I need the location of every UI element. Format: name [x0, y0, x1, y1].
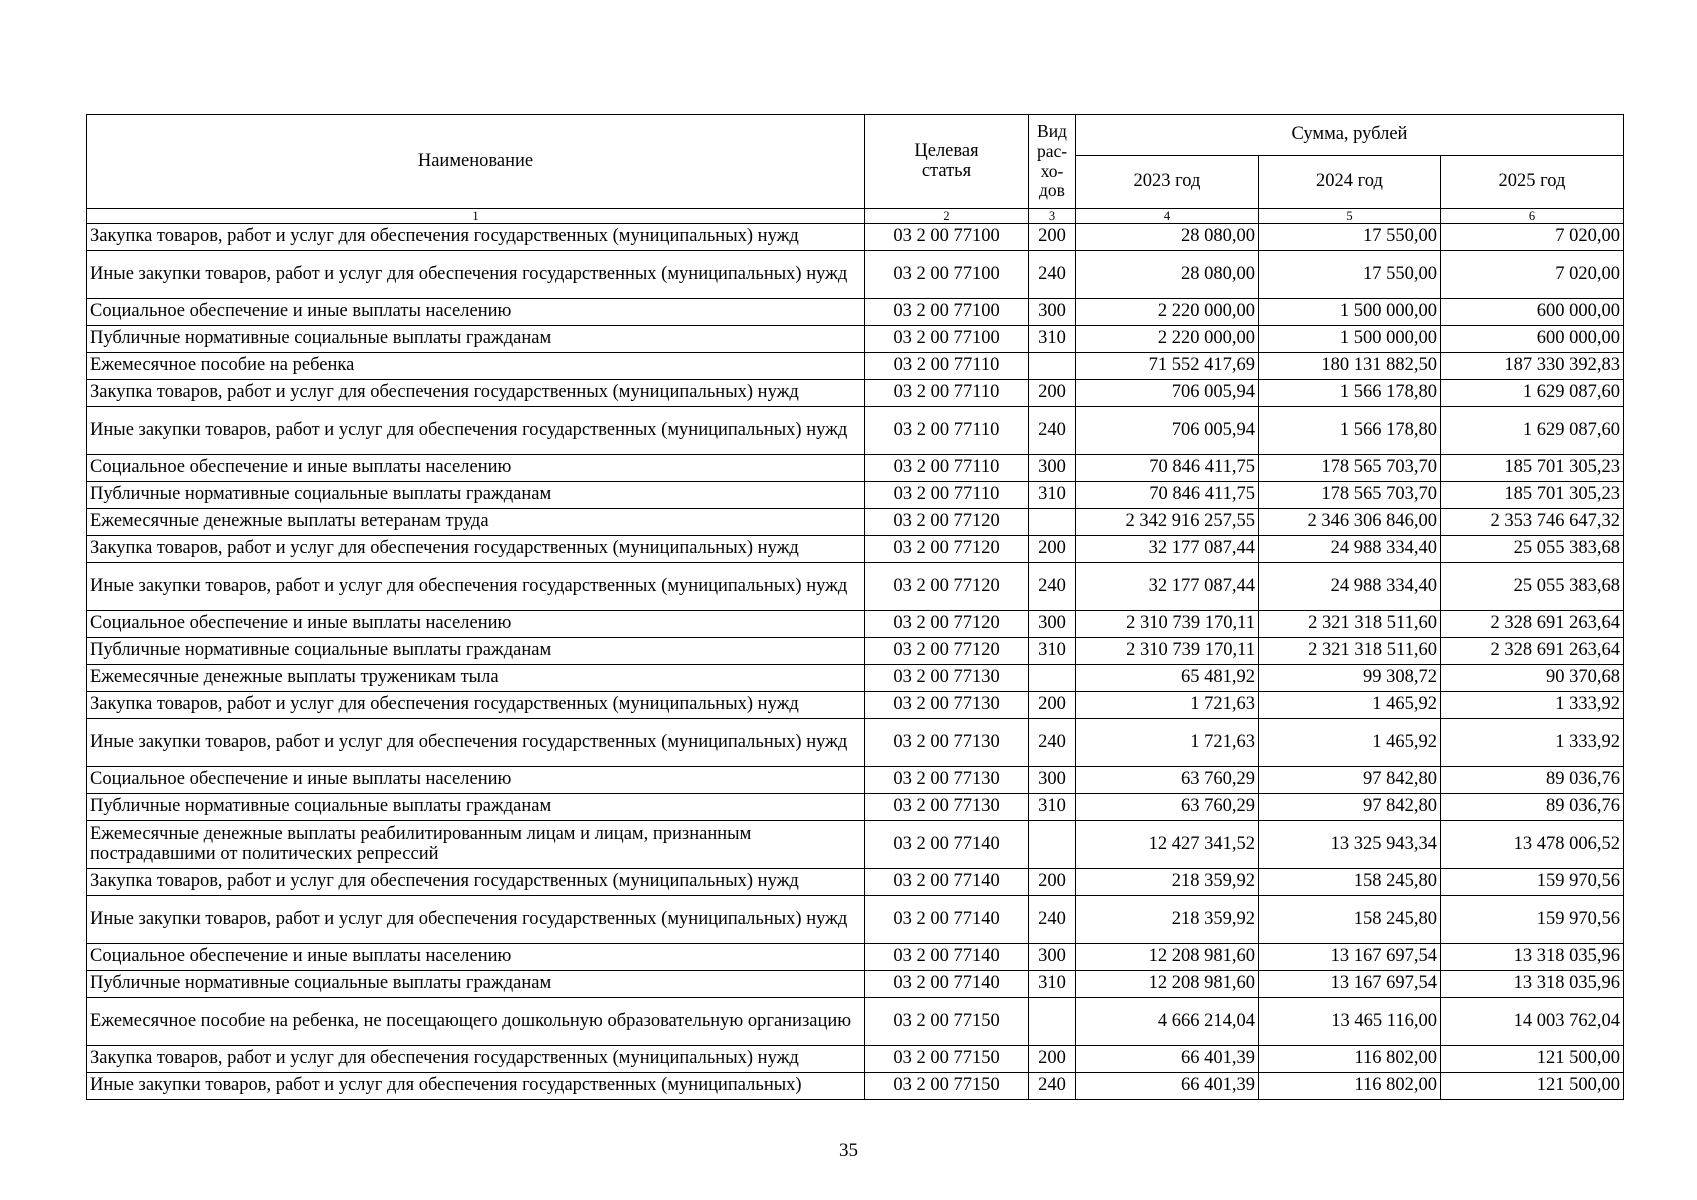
row-amount-2024: 116 802,00: [1259, 1073, 1441, 1100]
row-target-article: 03 2 00 77130: [865, 692, 1029, 719]
row-amount-2024: 2 321 318 511,60: [1259, 638, 1441, 665]
row-amount-2024: 1 566 178,80: [1259, 407, 1441, 455]
table-header: [87, 115, 1624, 209]
row-expense-kind: [1029, 998, 1076, 1046]
row-amount-2025: 1 629 087,60: [1441, 407, 1624, 455]
row-target-article: 03 2 00 77130: [865, 665, 1029, 692]
table-row: [87, 971, 1624, 998]
row-amount-2024: 97 842,80: [1259, 794, 1441, 821]
column-number: 4: [1076, 209, 1259, 224]
row-amount-2024: 17 550,00: [1259, 224, 1441, 251]
row-target-article: 03 2 00 77140: [865, 944, 1029, 971]
row-amount-2023: 71 552 417,69: [1076, 353, 1259, 380]
row-target-article: 03 2 00 77120: [865, 536, 1029, 563]
header-year-2024: 2024 год: [1259, 156, 1441, 209]
row-name: Иные закупки товаров, работ и услуг для обеспечения государственных (муниципальных): [87, 1073, 865, 1100]
row-amount-2025: 159 970,56: [1441, 869, 1624, 896]
row-name: Ежемесячное пособие на ребенка: [87, 353, 865, 380]
row-name: Публичные нормативные социальные выплаты гражданам: [87, 326, 865, 353]
row-expense-kind: [1029, 509, 1076, 536]
row-target-article: 03 2 00 77140: [865, 896, 1029, 944]
row-amount-2024: 1 500 000,00: [1259, 326, 1441, 353]
table-row: [87, 794, 1624, 821]
row-name: Закупка товаров, работ и услуг для обеспечения государственных (муниципальных) нужд: [87, 536, 865, 563]
row-amount-2024: 158 245,80: [1259, 869, 1441, 896]
table-body: [87, 209, 1624, 1100]
row-amount-2023: 2 310 739 170,11: [1076, 638, 1259, 665]
row-name: Публичные нормативные социальные выплаты гражданам: [87, 482, 865, 509]
row-amount-2023: 2 310 739 170,11: [1076, 611, 1259, 638]
row-amount-2023: 1 721,63: [1076, 719, 1259, 767]
row-amount-2025: 1 629 087,60: [1441, 380, 1624, 407]
row-amount-2024: 2 321 318 511,60: [1259, 611, 1441, 638]
table-row: [87, 407, 1624, 455]
table-row: [87, 251, 1624, 299]
row-expense-kind: 300: [1029, 611, 1076, 638]
table-row: [87, 944, 1624, 971]
row-expense-kind: 200: [1029, 692, 1076, 719]
row-name: Ежемесячные денежные выплаты ветеранам труда: [87, 509, 865, 536]
row-amount-2024: 180 131 882,50: [1259, 353, 1441, 380]
row-target-article: 03 2 00 77100: [865, 251, 1029, 299]
row-amount-2025: 1 333,92: [1441, 692, 1624, 719]
row-expense-kind: 200: [1029, 869, 1076, 896]
row-name: Закупка товаров, работ и услуг для обеспечения государственных (муниципальных) нужд: [87, 692, 865, 719]
table-row: [87, 665, 1624, 692]
row-amount-2025: 7 020,00: [1441, 224, 1624, 251]
table-row: [87, 638, 1624, 665]
row-name: Публичные нормативные социальные выплаты гражданам: [87, 794, 865, 821]
row-target-article: 03 2 00 77140: [865, 971, 1029, 998]
row-target-article: 03 2 00 77150: [865, 1046, 1029, 1073]
row-target-article: 03 2 00 77130: [865, 767, 1029, 794]
row-amount-2023: 70 846 411,75: [1076, 455, 1259, 482]
table-row: [87, 1046, 1624, 1073]
table-row: [87, 353, 1624, 380]
row-amount-2023: 2 220 000,00: [1076, 299, 1259, 326]
row-name: Иные закупки товаров, работ и услуг для обеспечения государственных (муниципальных) нужд: [87, 563, 865, 611]
row-amount-2024: 178 565 703,70: [1259, 455, 1441, 482]
table-row: [87, 998, 1624, 1046]
row-amount-2025: 13 318 035,96: [1441, 971, 1624, 998]
row-target-article: 03 2 00 77140: [865, 869, 1029, 896]
row-expense-kind: 240: [1029, 563, 1076, 611]
row-expense-kind: 300: [1029, 767, 1076, 794]
table-row: [87, 611, 1624, 638]
table-row: [87, 719, 1624, 767]
row-target-article: 03 2 00 77120: [865, 638, 1029, 665]
row-amount-2025: 13 478 006,52: [1441, 821, 1624, 869]
row-name: Иные закупки товаров, работ и услуг для обеспечения государственных (муниципальных) нужд: [87, 896, 865, 944]
row-target-article: 03 2 00 77100: [865, 299, 1029, 326]
row-amount-2023: 4 666 214,04: [1076, 998, 1259, 1046]
row-amount-2025: 187 330 392,83: [1441, 353, 1624, 380]
row-amount-2023: 2 220 000,00: [1076, 326, 1259, 353]
row-amount-2023: 65 481,92: [1076, 665, 1259, 692]
row-expense-kind: 310: [1029, 971, 1076, 998]
row-name: Публичные нормативные социальные выплаты гражданам: [87, 638, 865, 665]
row-name: Социальное обеспечение и иные выплаты населению: [87, 944, 865, 971]
table-row: [87, 896, 1624, 944]
row-expense-kind: 300: [1029, 455, 1076, 482]
row-expense-kind: [1029, 821, 1076, 869]
row-name: Закупка товаров, работ и услуг для обеспечения государственных (муниципальных) нужд: [87, 380, 865, 407]
row-amount-2025: 185 701 305,23: [1441, 482, 1624, 509]
row-amount-2025: 2 328 691 263,64: [1441, 611, 1624, 638]
table-row: [87, 455, 1624, 482]
row-amount-2025: 121 500,00: [1441, 1073, 1624, 1100]
row-amount-2023: 218 359,92: [1076, 896, 1259, 944]
row-amount-2023: 12 208 981,60: [1076, 971, 1259, 998]
column-number: 5: [1259, 209, 1441, 224]
header-name: Наименование: [87, 115, 865, 209]
header-target-article: [865, 115, 1029, 209]
row-target-article: 03 2 00 77150: [865, 998, 1029, 1046]
row-name: Закупка товаров, работ и услуг для обеспечения государственных (муниципальных) нужд: [87, 869, 865, 896]
row-name: Ежемесячные денежные выплаты труженикам тыла: [87, 665, 865, 692]
row-amount-2025: 25 055 383,68: [1441, 563, 1624, 611]
row-name: Ежемесячные денежные выплаты реабилитированным лицам и лицам, признанным пострадавшими от политических репрессий: [87, 821, 865, 869]
table-row: [87, 563, 1624, 611]
row-amount-2023: 706 005,94: [1076, 407, 1259, 455]
header-target-line1: Целевая: [914, 141, 979, 162]
row-amount-2023: 66 401,39: [1076, 1073, 1259, 1100]
column-number: 1: [87, 209, 865, 224]
table-row: [87, 380, 1624, 407]
row-name: Социальное обеспечение и иные выплаты населению: [87, 611, 865, 638]
row-target-article: 03 2 00 77130: [865, 719, 1029, 767]
row-name: Иные закупки товаров, работ и услуг для обеспечения государственных (муниципальных) нужд: [87, 407, 865, 455]
table-row: [87, 326, 1624, 353]
row-amount-2024: 1 465,92: [1259, 692, 1441, 719]
row-amount-2025: 600 000,00: [1441, 299, 1624, 326]
row-expense-kind: 310: [1029, 794, 1076, 821]
row-target-article: 03 2 00 77110: [865, 380, 1029, 407]
row-expense-kind: 240: [1029, 1073, 1076, 1100]
table-row: [87, 299, 1624, 326]
row-expense-kind: 200: [1029, 224, 1076, 251]
row-name: Социальное обеспечение и иные выплаты населению: [87, 767, 865, 794]
table-row: [87, 767, 1624, 794]
row-expense-kind: 310: [1029, 638, 1076, 665]
row-amount-2023: 32 177 087,44: [1076, 563, 1259, 611]
row-amount-2024: 116 802,00: [1259, 1046, 1441, 1073]
row-amount-2025: 89 036,76: [1441, 794, 1624, 821]
row-name: Иные закупки товаров, работ и услуг для обеспечения государственных (муниципальных) нужд: [87, 251, 865, 299]
row-amount-2023: 28 080,00: [1076, 251, 1259, 299]
row-amount-2023: 70 846 411,75: [1076, 482, 1259, 509]
table-row: [87, 821, 1624, 869]
row-amount-2023: 12 427 341,52: [1076, 821, 1259, 869]
table-row: [87, 1073, 1624, 1100]
row-amount-2023: 706 005,94: [1076, 380, 1259, 407]
row-expense-kind: 240: [1029, 719, 1076, 767]
row-amount-2024: 2 346 306 846,00: [1259, 509, 1441, 536]
row-expense-kind: 240: [1029, 407, 1076, 455]
row-amount-2023: 66 401,39: [1076, 1046, 1259, 1073]
row-amount-2025: 2 328 691 263,64: [1441, 638, 1624, 665]
row-amount-2025: 121 500,00: [1441, 1046, 1624, 1073]
row-amount-2023: 12 208 981,60: [1076, 944, 1259, 971]
header-year-2023: 2023 год: [1076, 156, 1259, 209]
column-numbers-row: [87, 209, 1624, 224]
header-year-2025: 2025 год: [1441, 156, 1624, 209]
row-name: Социальное обеспечение и иные выплаты населению: [87, 455, 865, 482]
row-amount-2024: 97 842,80: [1259, 767, 1441, 794]
column-number: 6: [1441, 209, 1624, 224]
row-target-article: 03 2 00 77120: [865, 509, 1029, 536]
row-expense-kind: 240: [1029, 896, 1076, 944]
row-amount-2023: 63 760,29: [1076, 794, 1259, 821]
row-amount-2024: 13 167 697,54: [1259, 944, 1441, 971]
row-amount-2024: 158 245,80: [1259, 896, 1441, 944]
row-name: Иные закупки товаров, работ и услуг для обеспечения государственных (муниципальных) нужд: [87, 719, 865, 767]
row-amount-2023: 63 760,29: [1076, 767, 1259, 794]
row-amount-2024: 13 325 943,34: [1259, 821, 1441, 869]
row-target-article: 03 2 00 77100: [865, 326, 1029, 353]
row-amount-2025: 14 003 762,04: [1441, 998, 1624, 1046]
row-amount-2025: 159 970,56: [1441, 896, 1624, 944]
page-number: 35: [839, 1140, 858, 1161]
row-amount-2023: 28 080,00: [1076, 224, 1259, 251]
header-sum: Сумма, рублей: [1076, 115, 1624, 156]
row-name: Закупка товаров, работ и услуг для обеспечения государственных (муниципальных) нужд: [87, 224, 865, 251]
row-name: Ежемесячное пособие на ребенка, не посещающего дошкольную образовательную организацию: [87, 998, 865, 1046]
row-amount-2025: 2 353 746 647,32: [1441, 509, 1624, 536]
row-amount-2024: 13 465 116,00: [1259, 998, 1441, 1046]
row-target-article: 03 2 00 77130: [865, 794, 1029, 821]
row-amount-2025: 89 036,76: [1441, 767, 1624, 794]
row-expense-kind: 310: [1029, 482, 1076, 509]
row-target-article: 03 2 00 77100: [865, 224, 1029, 251]
row-expense-kind: 200: [1029, 536, 1076, 563]
row-target-article: 03 2 00 77110: [865, 353, 1029, 380]
row-amount-2025: 13 318 035,96: [1441, 944, 1624, 971]
row-amount-2024: 24 988 334,40: [1259, 536, 1441, 563]
header-kind-line: Вид: [1037, 121, 1067, 142]
column-number: 2: [865, 209, 1029, 224]
budget-table: [86, 114, 1624, 1100]
row-amount-2023: 32 177 087,44: [1076, 536, 1259, 563]
row-name: Социальное обеспечение и иные выплаты населению: [87, 299, 865, 326]
row-target-article: 03 2 00 77110: [865, 482, 1029, 509]
header-kind-line: рас-: [1036, 140, 1068, 161]
table-row: [87, 692, 1624, 719]
row-amount-2025: 90 370,68: [1441, 665, 1624, 692]
row-amount-2025: 600 000,00: [1441, 326, 1624, 353]
row-amount-2023: 1 721,63: [1076, 692, 1259, 719]
row-target-article: 03 2 00 77120: [865, 563, 1029, 611]
row-name: Публичные нормативные социальные выплаты гражданам: [87, 971, 865, 998]
table-row: [87, 509, 1624, 536]
row-amount-2025: 1 333,92: [1441, 719, 1624, 767]
row-expense-kind: 200: [1029, 1046, 1076, 1073]
row-amount-2023: 218 359,92: [1076, 869, 1259, 896]
row-target-article: 03 2 00 77150: [865, 1073, 1029, 1100]
row-target-article: 03 2 00 77110: [865, 455, 1029, 482]
row-expense-kind: 300: [1029, 299, 1076, 326]
column-number: 3: [1029, 209, 1076, 224]
row-amount-2024: 1 465,92: [1259, 719, 1441, 767]
row-amount-2024: 1 566 178,80: [1259, 380, 1441, 407]
row-target-article: 03 2 00 77110: [865, 407, 1029, 455]
row-amount-2024: 13 167 697,54: [1259, 971, 1441, 998]
row-amount-2024: 178 565 703,70: [1259, 482, 1441, 509]
row-expense-kind: [1029, 353, 1076, 380]
row-amount-2025: 25 055 383,68: [1441, 536, 1624, 563]
table-row: [87, 224, 1624, 251]
row-amount-2025: 185 701 305,23: [1441, 455, 1624, 482]
row-amount-2024: 17 550,00: [1259, 251, 1441, 299]
table-row: [87, 869, 1624, 896]
table-row: [87, 536, 1624, 563]
row-amount-2023: 2 342 916 257,55: [1076, 509, 1259, 536]
row-amount-2024: 1 500 000,00: [1259, 299, 1441, 326]
header-target-line2: статья: [921, 160, 972, 181]
row-amount-2024: 99 308,72: [1259, 665, 1441, 692]
row-target-article: 03 2 00 77140: [865, 821, 1029, 869]
row-expense-kind: 310: [1029, 326, 1076, 353]
row-expense-kind: [1029, 665, 1076, 692]
row-expense-kind: 300: [1029, 944, 1076, 971]
row-expense-kind: 240: [1029, 251, 1076, 299]
row-name: Закупка товаров, работ и услуг для обеспечения государственных (муниципальных) нужд: [87, 1046, 865, 1073]
header-kind-line: дов: [1039, 180, 1065, 201]
header-expense-kind: [1029, 115, 1076, 209]
row-amount-2025: 7 020,00: [1441, 251, 1624, 299]
row-amount-2024: 24 988 334,40: [1259, 563, 1441, 611]
row-expense-kind: 200: [1029, 380, 1076, 407]
row-target-article: 03 2 00 77120: [865, 611, 1029, 638]
table-row: [87, 482, 1624, 509]
header-kind-line: хо-: [1040, 160, 1064, 181]
